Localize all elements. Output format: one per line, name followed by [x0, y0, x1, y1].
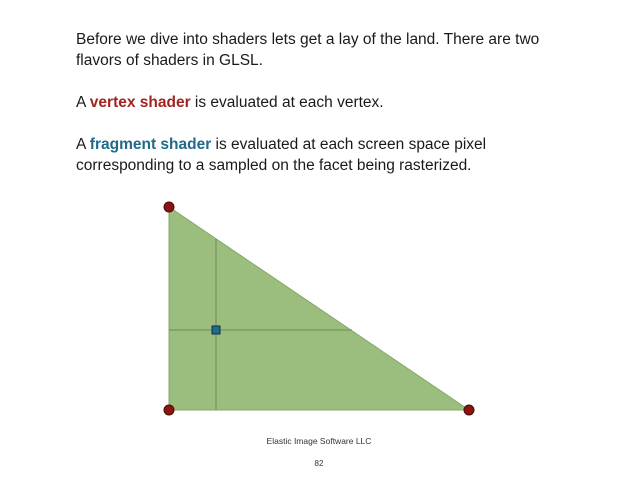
fragment-prefix: A: [76, 136, 90, 153]
vertex-shader-term: vertex shader: [89, 94, 191, 111]
vertex-bottom-right: [464, 405, 474, 415]
footer-company: Elastic Image Software LLC: [266, 436, 372, 446]
intro-paragraph: Before we dive into shaders lets get a lay of the land. There are two flavors of shaders in GLSL.: [76, 31, 540, 69]
vertex-top: [164, 202, 174, 212]
page-number: 82: [314, 459, 324, 468]
triangle-facet: [169, 207, 469, 410]
fragment-suffix: is evaluated at each screen space pixel corresponding to a sampled on the facet being rasterized.: [76, 136, 487, 174]
vertex-bottom-left: [164, 405, 174, 415]
fragment-pixel-marker: [212, 326, 220, 334]
vertex-suffix: is evaluated at each vertex.: [190, 94, 384, 111]
vertex-prefix: A: [76, 94, 90, 111]
fragment-shader-term: fragment shader: [89, 136, 212, 153]
